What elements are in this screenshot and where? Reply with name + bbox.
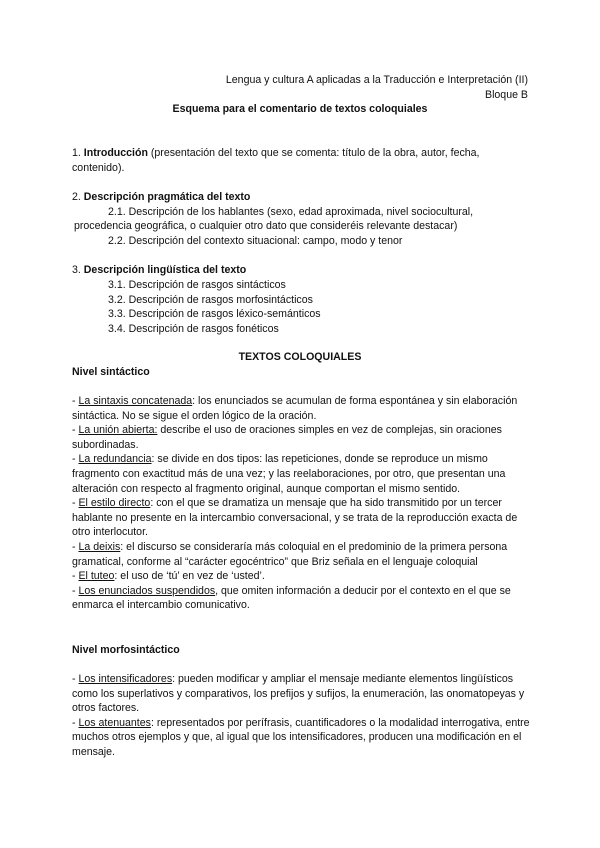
list-item: - Los atenuantes: representados por perífrasis, cuantificadores o la modalidad interrogativa, entre muchos otros ejemplos y que, al igual que los intensificadores, producen una modificación en el mensaje. xyxy=(72,716,530,758)
document-title: Esquema para el comentario de textos coloquiales xyxy=(172,103,428,115)
linguistic-item-3: 3.3. Descripción de rasgos léxico-semánticos xyxy=(108,308,321,320)
list-item: - El tuteo: el uso de ‘tú’ en vez de ‘usted’. xyxy=(72,570,265,583)
pragmatic-item-1b: procedencia geográfica, o cualquier otro dato que consideréis relevante destacar) xyxy=(74,220,458,232)
list-item: - Los intensificadores: pueden modificar y ampliar el mensaje mediante elementos lingüísticos como los superlativos y comparativos, los prefijos y sufijos, la enumeración, las onomatopeyas y otros factores. xyxy=(72,673,525,715)
linguistic-number: 3. xyxy=(72,264,84,276)
linguistic-item-2: 3.2. Descripción de rasgos morfosintácticos xyxy=(108,294,313,306)
syntactic-heading: Nivel sintáctico xyxy=(72,366,150,378)
morphosyntactic-heading: Nivel morfosintáctico xyxy=(72,644,180,656)
block-label: Bloque B xyxy=(485,89,528,101)
outline-pragmatic xyxy=(72,190,532,205)
list-item: - El estilo directo: con el que se dramatiza un mensaje que ha sido transmitido por un tercer hablante no presente en la intercambio conversacional, y se trata de la reproducción exacta de otro interlocutor. xyxy=(72,497,518,539)
pragmatic-number: 2. xyxy=(72,191,84,203)
pragmatic-item-1a: 2.1. Descripción de los hablantes (sexo, edad aproximada, nivel sociocultural, xyxy=(108,206,474,218)
linguistic-label: Descripción lingüística del texto xyxy=(83,264,247,276)
list-item: - Los enunciados suspendidos, que omiten información a deducir por el contexto en el que se enmarca el intercambio comunicativo. xyxy=(72,584,511,612)
intro-number: 1. xyxy=(72,147,84,159)
pragmatic-item-2: 2.2. Descripción del contexto situacional: campo, modo y tenor xyxy=(108,235,403,247)
list-item: - La deixis: el discurso se consideraría más coloquial en el predominio de la primera persona gramatical, conforme al “carácter egocéntrico” que Briz señala en el lenguaje coloquial xyxy=(72,540,508,568)
section-title: TEXTOS COLOQUIALES xyxy=(238,351,362,363)
syntactic-list xyxy=(72,394,532,613)
list-item: - La redundancia: se divide en dos tipos: las repeticiones, donde se reproduce un mismo fragmento con exactitud más de una vez; y las reelaboraciones, por otro, que presentan una alteración con respecto al fragmento original, aunque comportan el mismo sentido. xyxy=(72,453,506,495)
intro-text-2: contenido). xyxy=(72,162,125,174)
course-header: Lengua y cultura A aplicadas a la Traducción e Interpretación (II) xyxy=(225,74,528,86)
morphosyntactic-list xyxy=(72,672,532,760)
linguistic-item-4: 3.4. Descripción de rasgos fonéticos xyxy=(108,323,279,335)
intro-label: Introducción xyxy=(83,147,148,159)
outline-intro xyxy=(72,146,532,161)
outline-linguistic xyxy=(72,263,532,278)
list-item: - La sintaxis concatenada: los enunciados se acumulan de forma espontánea y sin elaboración sintáctica. No se sigue el orden lógico de la oración. xyxy=(72,395,518,422)
pragmatic-label: Descripción pragmática del texto xyxy=(83,191,251,203)
linguistic-item-1: 3.1. Descripción de rasgos sintácticos xyxy=(108,279,286,291)
list-item: - La unión abierta: describe el uso de oraciones simples en vez de complejas, sin oraciones subordinadas. xyxy=(72,424,502,451)
intro-text-1: (presentación del texto que se comenta: título de la obra, autor, fecha, xyxy=(147,147,480,159)
